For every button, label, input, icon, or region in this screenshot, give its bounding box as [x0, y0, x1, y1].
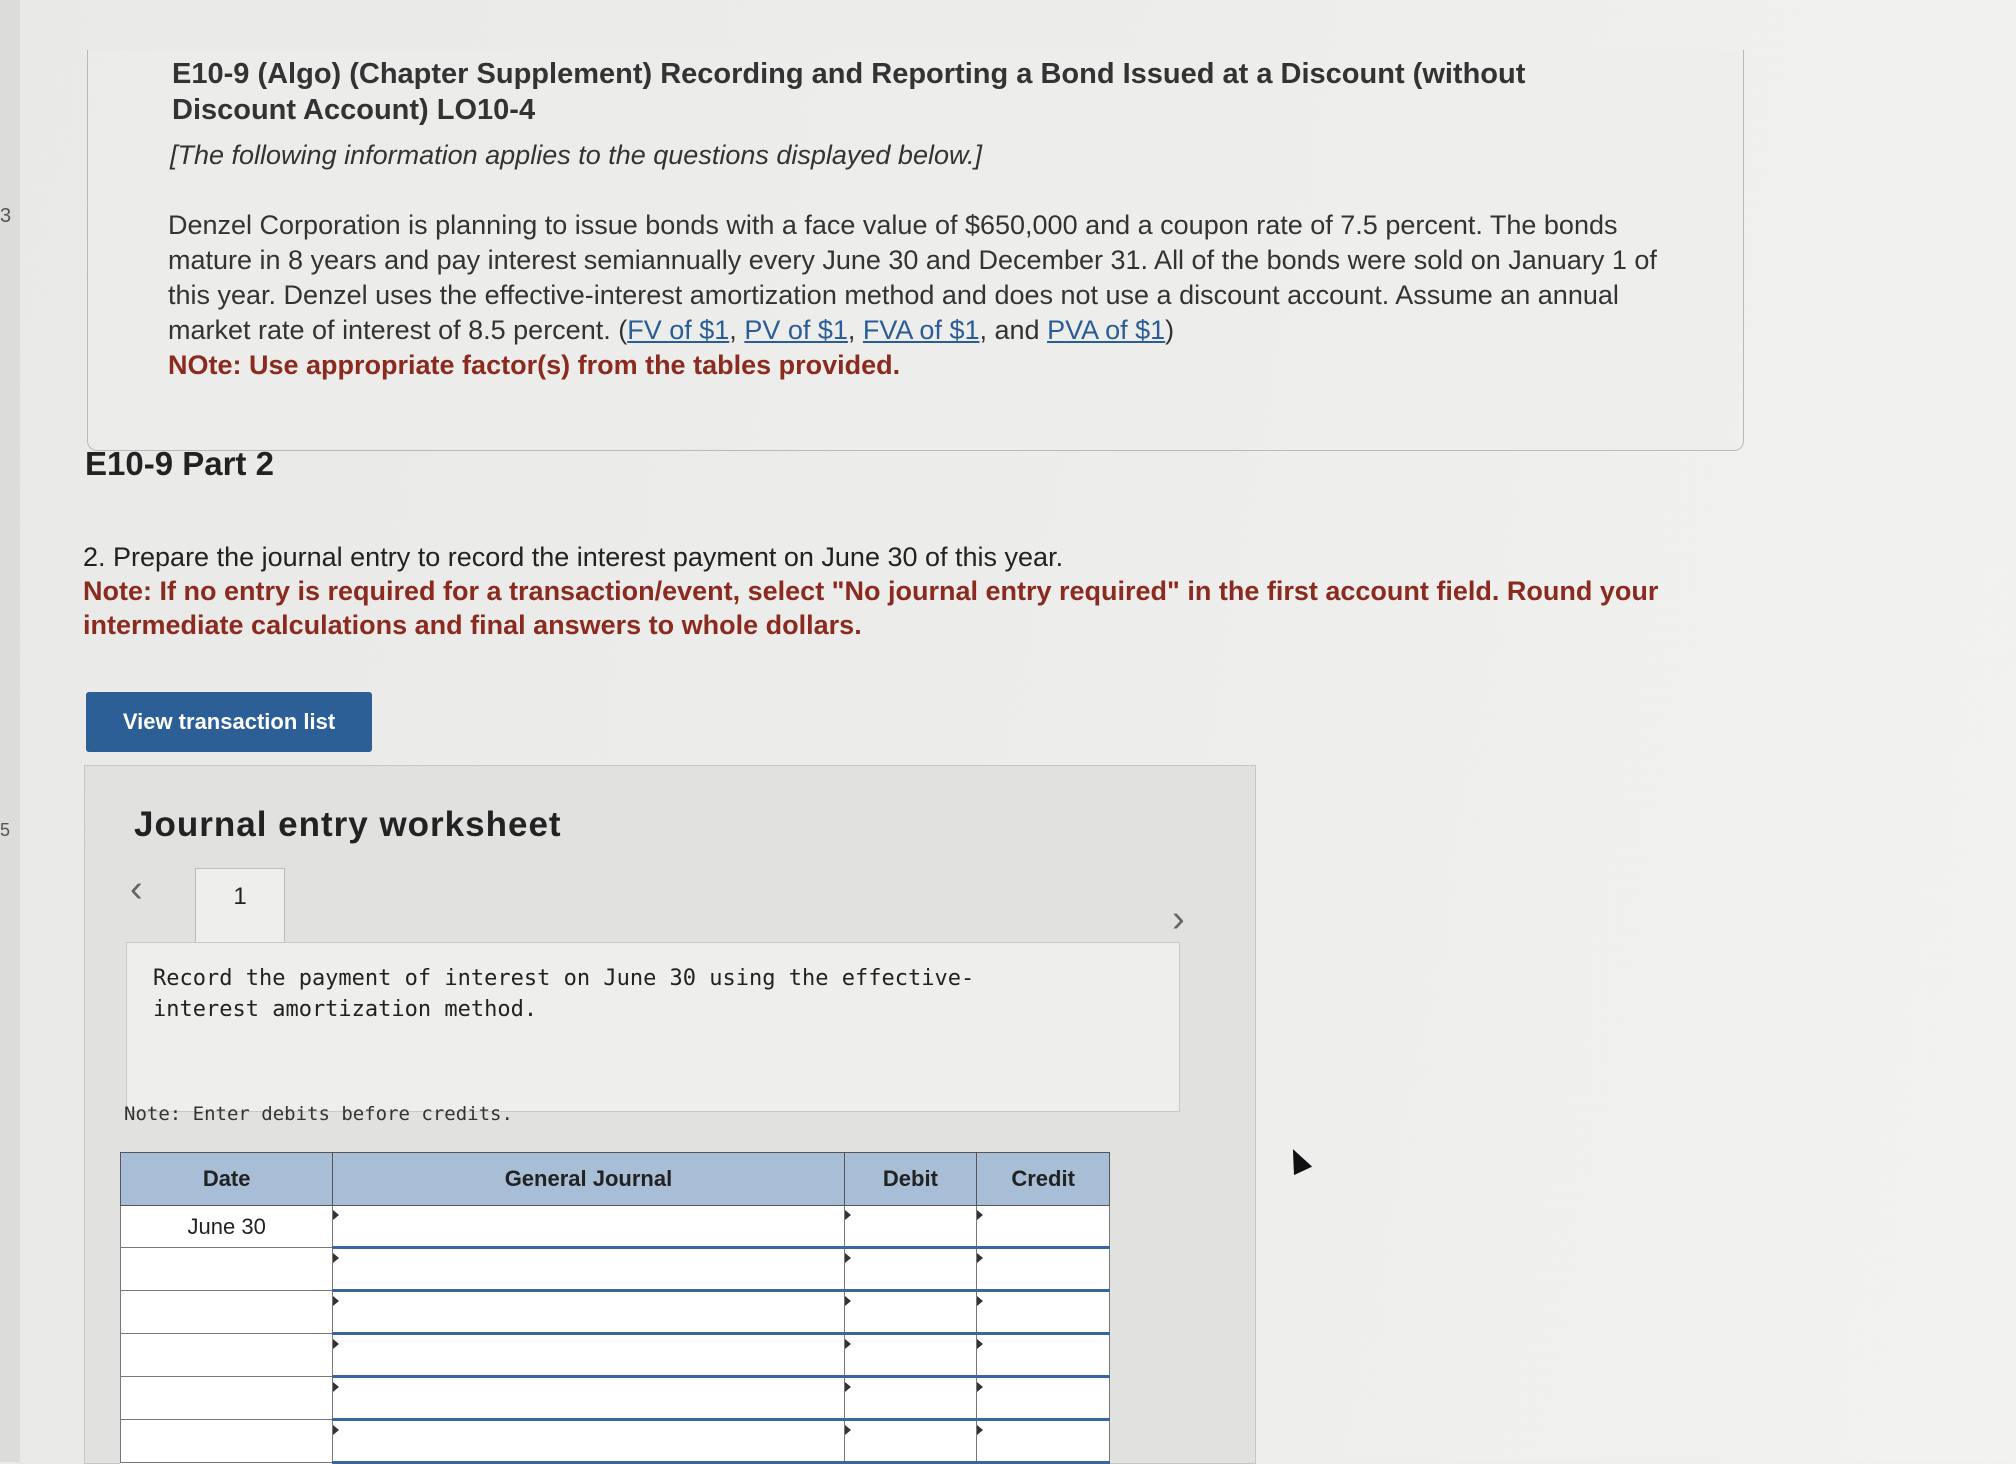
date-cell: June 30: [121, 1206, 333, 1248]
problem-text: Denzel Corporation is planning to issue bonds with a face value of $650,000 and a coupon rate of 7.5 percent. The bonds mature in 8 years and pay interest semiannually every June 30 and December 31. All of the bonds were sold on January 1 of this year. Denzel uses the effective-interest amortization method and does not use a discount account. Assume an annual market rate of interest of 8.5 percent. (FV of $1, PV of $1, FVA of $1, and PVA of $1) NOte: Use appropriate factor(s) from the tables provided.: [168, 210, 1657, 380]
date-cell: [121, 1334, 333, 1377]
debit-field[interactable]: [844, 1334, 977, 1377]
credit-field[interactable]: [977, 1291, 1110, 1334]
debit-field[interactable]: [844, 1377, 977, 1420]
edge-number: 5: [0, 820, 11, 840]
credit-field[interactable]: [977, 1377, 1110, 1420]
edge-number: 3: [0, 205, 12, 227]
table-row: [121, 1291, 1110, 1334]
question-block: [83, 540, 1663, 642]
worksheet-title: Journal entry worksheet: [134, 805, 562, 844]
fv-link[interactable]: FV of $1: [627, 315, 730, 345]
debit-field[interactable]: [844, 1420, 977, 1463]
table-row: [121, 1248, 1110, 1291]
date-cell: [121, 1248, 333, 1291]
journal-header-row: [121, 1153, 1110, 1206]
fva-link[interactable]: FVA of $1: [862, 315, 980, 345]
general-journal-column-header: General Journal: [333, 1153, 844, 1206]
chevron-left-icon[interactable]: ‹: [130, 868, 143, 910]
factor-note: NOte: Use appropriate factor(s) from the tables provided.: [168, 350, 901, 380]
date-cell: [121, 1420, 333, 1463]
credit-field[interactable]: [977, 1420, 1110, 1463]
and-text: and: [994, 315, 1040, 345]
debit-field[interactable]: [844, 1291, 977, 1334]
problem-heading: E10-9 (Algo) (Chapter Supplement) Recording and Reporting a Bond Issued at a Discount (without Discount Account) LO10-4: [172, 58, 1526, 126]
chevron-right-icon[interactable]: ›: [1172, 898, 1185, 940]
date-cell: [121, 1377, 333, 1420]
question-note: Note: If no entry is required for a transaction/event, select "No journal entry required" in the first account field. Round your intermediate calculations and final answers to whole dollars.: [83, 576, 1659, 640]
paren-close: ): [1165, 315, 1175, 345]
account-field[interactable]: [333, 1420, 844, 1463]
problem-body: Denzel Corporation is planning to issue bonds with a face value of $650,000 and a coupon rate of 7.5 percent. The bonds mature in 8 years and pay interest semiannually every June 30 and December 31. All of the bonds were sold on January 1 of this year. Denzel uses the effective-interest amortization method and does not use a discount account. Assume an annual market rate of interest of 8.5 percent.: [168, 210, 1657, 345]
table-row: [121, 1334, 1110, 1377]
journal-table: [120, 1152, 1110, 1464]
account-field[interactable]: [333, 1206, 844, 1248]
part-title: E10-9 Part 2: [85, 445, 274, 482]
debit-field[interactable]: [844, 1248, 977, 1291]
account-field[interactable]: [333, 1248, 844, 1291]
credit-field[interactable]: [977, 1248, 1110, 1291]
pva-link[interactable]: PVA of $1: [1047, 315, 1166, 345]
view-transaction-list-button[interactable]: View transaction list: [86, 692, 372, 752]
date-cell: [121, 1291, 333, 1334]
date-column-header: Date: [121, 1153, 333, 1206]
paren-open: (: [618, 315, 628, 345]
account-field[interactable]: [333, 1377, 844, 1420]
account-field[interactable]: [333, 1334, 844, 1377]
intro-text: [The following information applies to the questions displayed below.]: [170, 140, 982, 170]
debit-credit-note: Note: Enter debits before credits.: [124, 1103, 513, 1125]
table-row: [121, 1420, 1110, 1463]
pv-link[interactable]: PV of $1: [744, 315, 848, 345]
question-text: 2. Prepare the journal entry to record the interest payment on June 30 of this year.: [83, 542, 1064, 572]
table-row: [121, 1377, 1110, 1420]
mouse-cursor-icon: [1284, 1145, 1312, 1175]
debit-field[interactable]: [844, 1206, 977, 1248]
debit-column-header: Debit: [844, 1153, 977, 1206]
credit-field[interactable]: [977, 1206, 1110, 1248]
credit-field[interactable]: [977, 1334, 1110, 1377]
worksheet-tab-1[interactable]: 1: [195, 868, 285, 943]
account-field[interactable]: [333, 1291, 844, 1334]
credit-column-header: Credit: [977, 1153, 1110, 1206]
instruction-text: Record the payment of interest on June 30 using the effective-interest amortization method.: [153, 966, 975, 1022]
table-row: [121, 1206, 1110, 1248]
